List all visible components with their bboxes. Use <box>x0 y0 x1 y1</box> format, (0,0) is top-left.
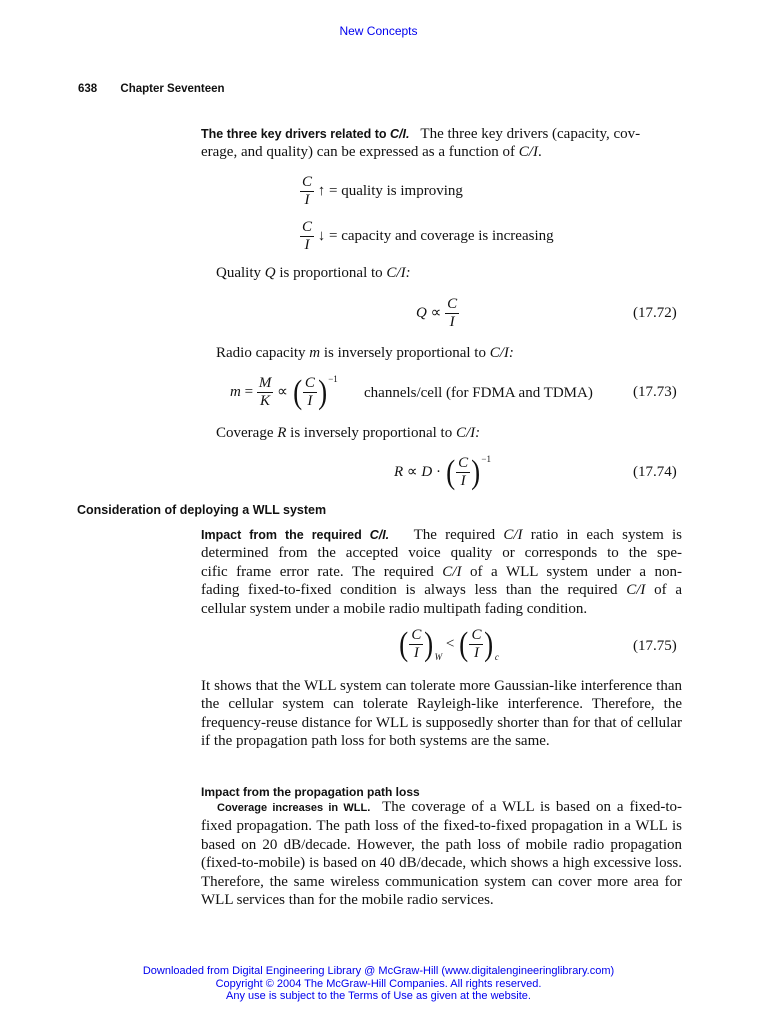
ci-up-text: = quality is improving <box>329 182 463 199</box>
arrow-up-icon: ↑ <box>317 182 326 199</box>
equation-17-75: ( $\frac{C}{I}$ )$_W$ < ( $\frac{C}{I}$ )$_c$ <box>399 625 499 663</box>
ci-up-expression <box>300 174 463 209</box>
coverage-subheading: Coverage increases in WLL. <box>217 802 371 814</box>
wll-tolerance-paragraph: It shows that the WLL system can tolerate more Gaussian-like interference than the cellular system can tolerate Rayleigh-like interference. Therefore, the frequency-reuse distance for WLL is supposedly shorter than for that of cellular if the propagation path loss for both systems are the same. <box>201 678 682 750</box>
banner-link[interactable]: New Concepts <box>339 24 418 38</box>
footer-download-link[interactable]: Downloaded from Digital Engineering Library @ McGraw-Hill (www.digitalengineeringlibrary.com) <box>142 965 615 977</box>
drivers-heading: The three key drivers related to C/I. <box>201 127 410 141</box>
equation-17-73: m = $\frac{M}{K}$ ∝ ( $\frac{C}{I}$ )$^{-1}$ <box>230 373 338 411</box>
impact-ci-paragraph: Impact from the required C/I. The required C/I ratio in each system is determined from the accepted voice quality or corresponds to the spe- cific frame error rate. The required C/I of a WLL system under a non- fading fixed-to-fixed condition is always less than the required C/I of a cellular system under a mobile radio multipath fading condition. <box>201 527 683 617</box>
equation-number: (17.73) <box>633 384 677 400</box>
equation-17-74: R ∝ D · ( $\frac{C}{I}$ )$^{-1}$ <box>394 453 491 491</box>
quality-line: Quality Q is proportional to C/I: <box>216 265 411 281</box>
path-loss-body: The coverage of a WLL is based on a fixed-to-fixed propagation. The path loss of the fixed-to-fixed propagation in a WLL is based on 20 dB/decade. However, the path loss of mobile radio propagation (fixed-to-mobile) is based on 40 dB/decade, which shows a high excessive loss. Therefore, the same wireless communication system can cover more area for WLL services than for the mobile radio services. <box>201 799 682 909</box>
footer-terms[interactable]: Any use is subject to the Terms of Use as given at the website. <box>226 990 531 1002</box>
equation-number: (17.75) <box>633 638 677 654</box>
page-number: 638 <box>78 83 98 95</box>
running-head <box>78 83 225 95</box>
capacity-suffix: channels/cell (for FDMA and TDMA) <box>364 385 593 401</box>
section-heading: Consideration of deploying a WLL system <box>77 503 327 517</box>
equation-number: (17.72) <box>633 305 677 321</box>
arrow-down-icon: ↓ <box>317 227 326 244</box>
equation-number: (17.74) <box>633 464 677 480</box>
ci-down-text: = capacity and coverage is increasing <box>329 227 554 244</box>
coverage-line: Coverage R is inversely proportional to C/I: <box>216 425 481 441</box>
ci-fraction: $\frac{C}{I}$ <box>302 174 313 208</box>
path-loss-paragraph <box>201 798 682 909</box>
ci-down-expression <box>300 219 554 254</box>
chapter-title: Chapter Seventeen <box>120 83 225 95</box>
drivers-paragraph: The three key drivers related to C/I. The three key drivers (capacity, cov- erage, and quality) can be expressed as a function of C/I. <box>201 126 641 161</box>
footer-copyright[interactable]: Copyright © 2004 The McGraw-Hill Companies. All rights reserved. <box>215 977 542 990</box>
drivers-body-a: The three key drivers (capacity, cov- <box>420 126 641 142</box>
equation-17-72: Q ∝ $\frac{C}{I}$ <box>416 296 458 330</box>
drivers-body-b: erage, and quality) can be expressed as a function of <box>201 144 516 161</box>
capacity-line: Radio capacity m is inversely proportional to C/I: <box>216 345 514 361</box>
path-loss-heading: Impact from the propagation path loss <box>201 785 420 799</box>
drivers-body-ci: C/I <box>518 144 538 161</box>
footer-notice[interactable] <box>0 965 757 1003</box>
ci-fraction: $\frac{C}{I}$ <box>302 219 313 253</box>
